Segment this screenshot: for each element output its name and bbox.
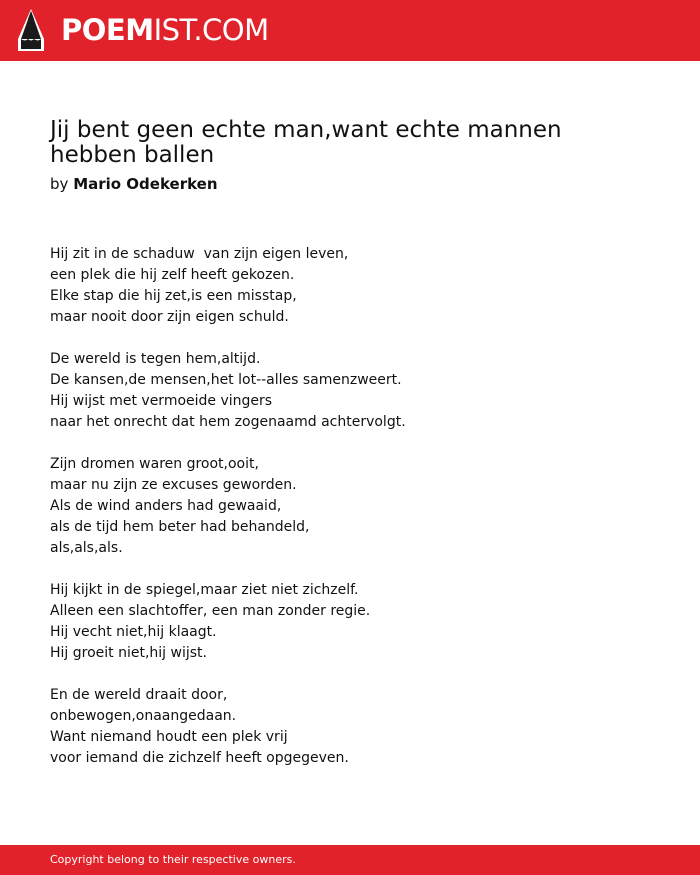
poem-line: een plek die hij zelf heeft gekozen. [50, 267, 295, 283]
poem-line: Elke stap die hij zet,is een misstap, [50, 288, 297, 304]
stanza [50, 244, 670, 328]
site-header [0, 0, 700, 61]
author-name: Mario Odekerken [73, 175, 218, 193]
poem-body [50, 244, 670, 790]
poem-line: maar nooit door zijn eigen schuld. [50, 309, 289, 325]
by-label: by [50, 175, 69, 193]
stanza [50, 685, 670, 769]
poem-title: Jij bent geen echte man,want echte mannen hebben ballen [50, 117, 562, 168]
poem-line: Hij kijkt in de spiegel,maar ziet niet zichzelf. [50, 582, 359, 598]
logo-light-text: IST.COM [153, 13, 269, 47]
poem-line: voor iemand die zichzelf heeft opgegeven. [50, 750, 349, 766]
poem-line: als,als,als. [50, 540, 123, 556]
stanza [50, 580, 670, 664]
byline [50, 174, 218, 194]
copyright-text: Copyright belong to their respective owners. [50, 853, 296, 866]
stanza [50, 454, 670, 559]
poem-line: naar het onrecht dat hem zogenaamd achtervolgt. [50, 414, 406, 430]
poem-line: Zijn dromen waren groot,ooit, [50, 456, 259, 472]
poem-line: als de tijd hem beter had behandeld, [50, 519, 310, 535]
poem-line: onbewogen,onaangedaan. [50, 708, 237, 724]
poem-line: maar nu zijn ze excuses geworden. [50, 477, 297, 493]
poem-line: Hij vecht niet,hij klaagt. [50, 624, 217, 640]
poem-line: Alleen een slachtoffer, een man zonder regie. [50, 603, 371, 619]
poem-line: Hij zit in de schaduw van zijn eigen leven, [50, 246, 349, 262]
poem-line: Als de wind anders had gewaaid, [50, 498, 282, 514]
poem-line: Hij wijst met vermoeide vingers [50, 393, 273, 409]
logo-bold-text: POEM [61, 13, 154, 47]
poem-line: Hij groeit niet,hij wijst. [50, 645, 207, 661]
stanza [50, 349, 670, 433]
site-footer [0, 845, 700, 875]
pencil-tip-icon [18, 9, 44, 51]
poem-line: Want niemand houdt een plek vrij [50, 729, 288, 745]
poem-line: De wereld is tegen hem,altijd. [50, 351, 261, 367]
poem-line: De kansen,de mensen,het lot--alles samenzweert. [50, 372, 402, 388]
poem-line: En de wereld draait door, [50, 687, 228, 703]
site-logo[interactable] [61, 12, 269, 48]
